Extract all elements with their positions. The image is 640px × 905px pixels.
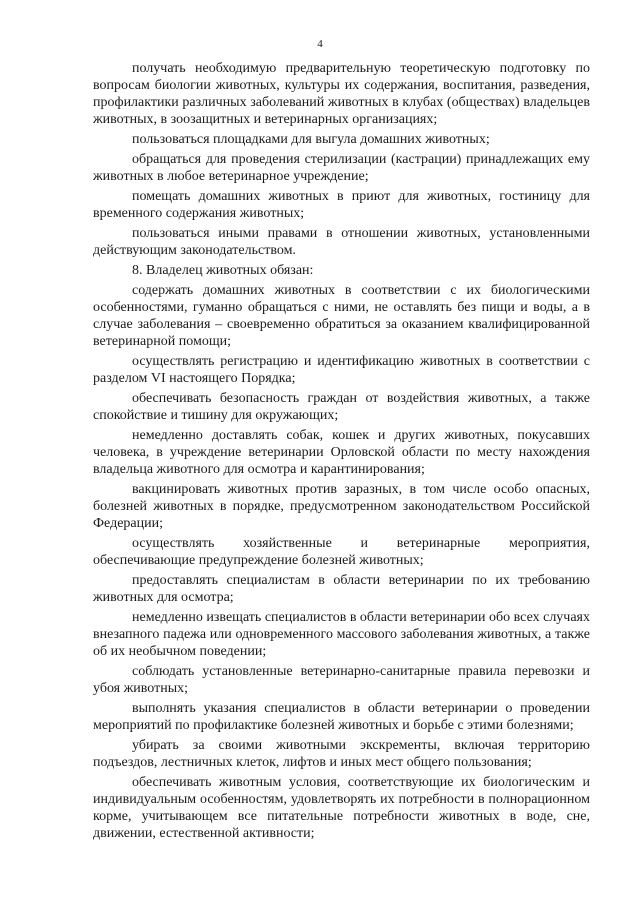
paragraph: обеспечивать безопасность граждан от воздействия животных, а также спокойствие и тишину для окружающих; [93, 391, 590, 423]
paragraph: содержать домашних животных в соответствии с их биологическими особенностями, гуманно обращаться с ними, не оставлять без пищи и воды, а в случае заболевания – своевременно обратиться за оказанием квалифицированной ветеринарной помощи; [93, 283, 590, 349]
document-body [93, 60, 590, 845]
paragraph: помещать домашних животных в приют для животных, гостиницу для временного содержания животных; [93, 189, 590, 221]
paragraph: соблюдать установленные ветеринарно-санитарные правила перевозки и убоя животных; [93, 664, 590, 696]
paragraph: осуществлять регистрацию и идентификацию животных в соответствии с разделом VI настоящего Порядка; [93, 354, 590, 386]
paragraph: обращаться для проведения стерилизации (кастрации) принадлежащих ему животных в любое ветеринарное учреждение; [93, 152, 590, 184]
paragraph: получать необходимую предварительную теоретическую подготовку по вопросам биологии животных, культуры их содержания, воспитания, разведения, профилактики различных заболеваний животных в клубах (обществах) владельцев животных, в зоозащитных и ветеринарных организациях; [93, 61, 590, 127]
paragraph: немедленно доставлять собак, кошек и других животных, покусавших человека, в учреждение ветеринарии Орловской области по месту нахождения владельца животного для осмотра и карантинирования; [93, 428, 590, 477]
paragraph: вакцинировать животных против заразных, в том числе особо опасных, болезней животных в порядке, предусмотренном законодательством Российской Федерации; [93, 482, 590, 531]
paragraph: убирать за своими животными экскременты, включая территорию подъездов, лестничных клеток, лифтов и иных мест общего пользования; [93, 738, 590, 770]
paragraph: выполнять указания специалистов в области ветеринарии о проведении мероприятий по профилактике болезней животных и борьбе с этими болезнями; [93, 701, 590, 733]
paragraph: пользоваться площадками для выгула домашних животных; [132, 132, 490, 147]
section-heading: 8. Владелец животных обязан: [132, 263, 314, 278]
paragraph: предоставлять специалистам в области ветеринарии по их требованию животных для осмотра; [93, 573, 590, 605]
page-number: 4 [317, 38, 323, 50]
paragraph: пользоваться иными правами в отношении животных, установленными действующим законодательством. [93, 226, 590, 258]
paragraph: обеспечивать животным условия, соответствующие их биологическим и индивидуальным особенностям, удовлетворять их потребности в полнорационном корме, учитывающем все питательные потребности животных в воде, сне, движении, естественной активности; [93, 775, 590, 841]
paragraph: немедленно извещать специалистов в области ветеринарии обо всех случаях внезапного падежа или одновременного массового заболевания животных, а также об их необычном поведении; [93, 610, 590, 659]
paragraph: осуществлять хозяйственные и ветеринарные мероприятия, обеспечивающие предупреждение болезней животных; [93, 536, 590, 568]
